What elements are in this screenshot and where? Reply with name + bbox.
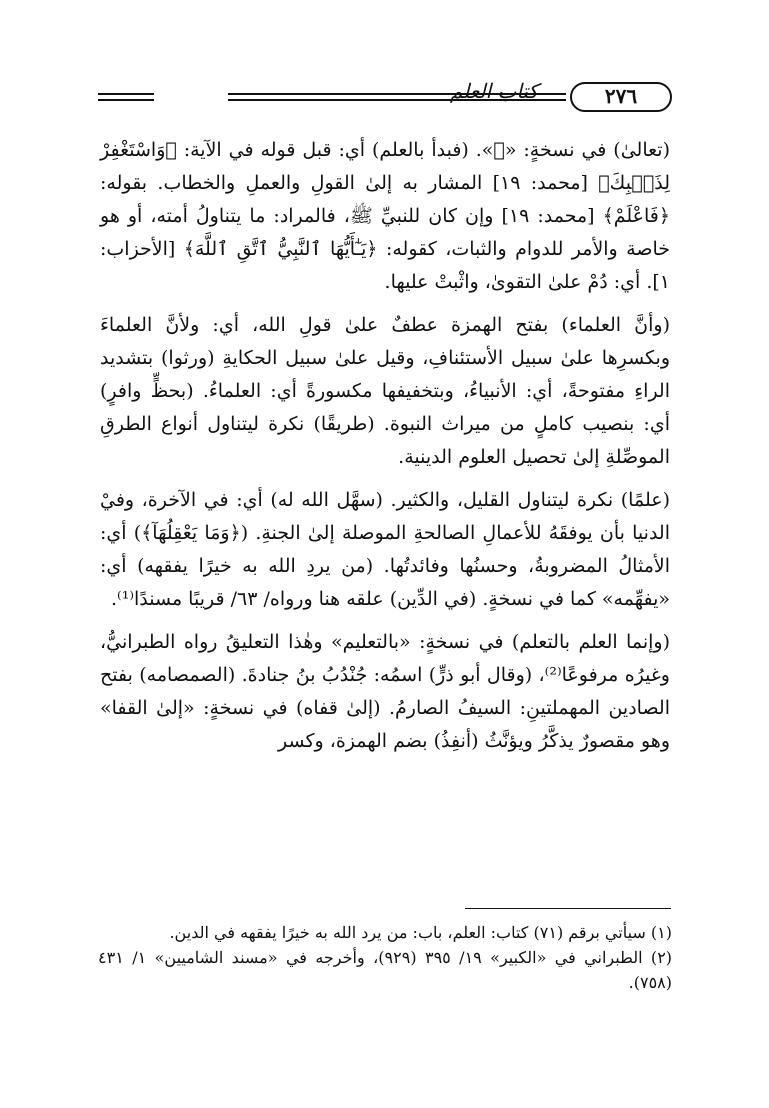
header-rule-left-top [98, 93, 154, 95]
footnote: (١) سيأتي برقم (٧١) كتاب: العلم، باب: من يرد الله به خيرًا يفقهه في الدين. [169, 923, 672, 942]
paragraph: (وأنَّ العلماء) بفتح الهمزة عطفٌ علىٰ قولِ الله، أي: ولأنَّ العلماءَ وبكسرِها علىٰ سبيل الأستئنافِ، وقيل علىٰ سبيل الحكايةِ (ورثوا) بتشديد الراءِ مفتوحةً، أي: الأنبياءُ، وبتخفيفها مكسورةً أي: العلماءُ. (بحظٍّ وافرٍ) أي: بنصيب كاملٍ من ميراث النبوة. (طريقًا) نكرة ليتناول أنواع الطرقِ الموصِّلةِ إلىٰ تحصيل العلوم الدينية. [100, 314, 670, 468]
footnotes [98, 920, 672, 995]
paragraph: (وإنما العلم بالتعلم) في نسخةٍ: «بالتعليم» وهٰذا التعليقُ رواه الطبرانيُّ، وغيرُه مرفوعًا⁽²⁾، (وقال أبو ذرٍّ) اسمُه: جُنْدُبُ بنُ جنادةَ. (الصمصامه) بفتح الصادين المهملتينِ: السيفُ الصارمُ. (إلىٰ قفاه) في نسخةٍ: «إلىٰ القفا» وهو مقصورٌ يذكَّرُ ويؤنَّثُ (أنفِذُ) بضم الهمزة، وكسر [100, 631, 670, 752]
main-text [100, 134, 670, 768]
footnote: (٢) الطبراني في «الكبير» ١٩/ ٣٩٥ (٩٢٩)، وأخرجه في «مسند الشاميين» ١/ ٤٣١ (٧٥٨). [98, 948, 673, 992]
page-header [98, 78, 672, 114]
page-number: ٢٧٦ [570, 82, 672, 112]
book-title: كتاب العلم [449, 79, 538, 103]
paragraph: (علمًا) نكرة ليتناول القليل، والكثير. (سهَّل الله له) أي: في الآخرة، وفيْ الدنيا بأن يوفقَهُ للأعمالِ الصالحةِ الموصلة إلىٰ الجنةِ. (﴿وَمَا يَعْقِلُهَآ﴾) أي: الأمثالُ المضروبةُ، وحسنُها وفائدتُها. (من يردِ الله به خيرًا يفقهه) أي: «يفهِّمه» كما في نسخةٍ. (في الدِّين) علقه هنا ورواه/ ٦٣/ قريبًا مسندًا⁽¹⁾. [100, 489, 670, 610]
footnote-separator [465, 908, 671, 909]
header-rule-left-bottom [98, 99, 154, 101]
paragraph: (تعالىٰ) في نسخةٍ: «ﷻ». (فبدأ بالعلم) أي: قبل قوله في الآية: ﴿وَاسْتَغْفِرْ لِذَنۢبِكَ﴾ [محمد: ١٩] المشار به إلىٰ القولِ والعملِ والخطاب. بقوله: ﴿فَاعْلَمْ﴾ [محمد: ١٩] وإن كان للنبيِّ ﷺ، فالمراد: ما يتناولُ أمته، أو هو خاصة والأمر للدوام والثبات، كقوله: ﴿يَـٰٓأَيُّهَا ٱلنَّبِيُّ ٱتَّقِ ٱللَّهَ﴾ [الأحزاب: ١]. أي: دُمْ علىٰ التقوىٰ، واثْبتْ عليها. [100, 139, 671, 293]
